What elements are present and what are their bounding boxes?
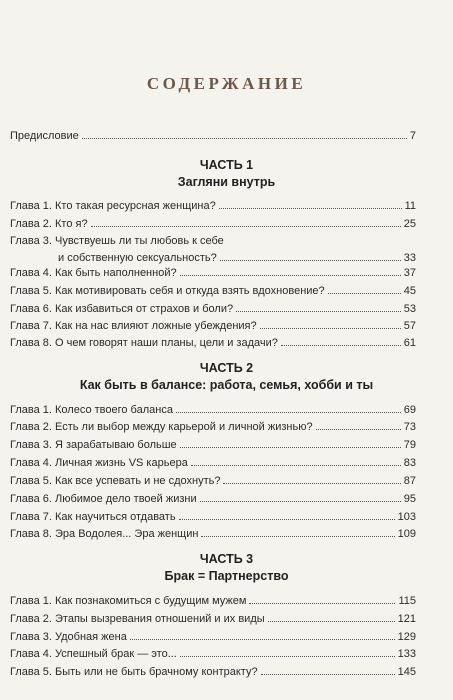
part-2-title: ЧАСТЬ 2 — [199, 361, 254, 375]
toc-entry — [10, 474, 416, 487]
toc-entry — [10, 199, 416, 212]
leader-dots — [176, 403, 401, 413]
leader-dots — [227, 235, 413, 244]
leader-dots — [180, 266, 401, 276]
entry-page: 109 — [397, 528, 416, 540]
toc-entry — [10, 612, 416, 625]
entry-page: 57 — [403, 320, 416, 332]
entry-page: 103 — [397, 511, 416, 523]
leader-dots — [249, 594, 395, 604]
entry-page: 45 — [403, 285, 416, 297]
entry-label: Глава 4. Личная жизнь VS карьера — [10, 457, 188, 469]
entry-page: 69 — [403, 404, 416, 416]
toc-entry — [10, 594, 416, 607]
leader-dots — [281, 336, 401, 346]
entry-label: Глава 5. Как все успевать и не сдохнуть? — [10, 475, 221, 487]
leader-dots — [236, 302, 401, 312]
toc-entry — [10, 302, 416, 315]
toc-entry — [10, 266, 416, 279]
toc-entry — [10, 492, 416, 505]
entry-page: 145 — [397, 666, 416, 678]
entry-label: Глава 6. Как избавиться от страхов и боли? — [10, 303, 234, 315]
leader-dots — [219, 199, 402, 209]
toc-entry — [10, 527, 416, 540]
entry-label: Глава 7. Как на нас влияют ложные убеждения? — [10, 320, 257, 332]
entry-label: Глава 7. Как научиться отдавать — [10, 511, 176, 523]
leader-dots — [201, 527, 394, 537]
leader-dots — [180, 438, 401, 448]
entry-label: Предисловие — [10, 130, 79, 142]
toc-title: СОДЕРЖАНИЕ — [146, 74, 307, 93]
entry-label: Глава 2. Кто я? — [10, 218, 88, 230]
toc-entry — [10, 403, 416, 416]
toc-entry — [10, 235, 416, 248]
leader-dots — [200, 492, 401, 502]
entry-page: 33 — [403, 252, 416, 264]
leader-dots — [91, 217, 401, 227]
leader-dots — [179, 510, 395, 520]
toc-entry — [10, 319, 416, 332]
toc-entry — [10, 438, 416, 451]
entry-page: 11 — [404, 200, 416, 212]
leader-dots — [180, 647, 395, 657]
toc-entry — [10, 456, 416, 469]
entry-label: Глава 4. Как быть наполненной? — [10, 267, 177, 279]
leader-dots — [261, 665, 395, 675]
toc-entry — [10, 336, 416, 349]
toc-entry — [10, 647, 416, 660]
part-3-title: ЧАСТЬ 3 — [199, 552, 254, 566]
leader-dots — [220, 251, 401, 261]
entry-label: Глава 2. Есть ли выбор между карьерой и личной жизнью? — [10, 421, 313, 433]
entry-label: Глава 8. О чем говорят наши планы, цели и задачи? — [10, 337, 278, 349]
entry-label: Глава 3. Удобная жена — [10, 631, 127, 643]
entry-label: Глава 1. Как познакомиться с будущим мужем — [10, 595, 247, 607]
leader-dots — [191, 456, 401, 466]
entry-page: 121 — [397, 613, 416, 625]
entry-page: 53 — [403, 303, 416, 315]
entry-label: Глава 3. Чувствуешь ли ты любовь к себе — [10, 235, 224, 247]
entry-page: 79 — [403, 439, 416, 451]
toc-entry — [10, 284, 416, 297]
toc-entry — [10, 420, 416, 433]
entry-label: Глава 8. Эра Водолея... Эра женщин — [10, 528, 199, 540]
entry-page: 133 — [397, 648, 416, 660]
entry-page: 7 — [409, 130, 416, 142]
toc-entry — [10, 630, 416, 643]
leader-dots — [268, 612, 395, 622]
part-3-subtitle: Брак = Партнерство — [164, 569, 289, 583]
entry-label: и собственную сексуальность? — [58, 252, 217, 264]
entry-label: Глава 6. Любимое дело твоей жизни — [10, 493, 197, 505]
entry-label: Глава 1. Колесо твоего баланса — [10, 404, 173, 416]
part-1-title: ЧАСТЬ 1 — [199, 158, 254, 172]
toc-entry-continuation — [58, 251, 416, 264]
entry-page: 95 — [403, 493, 416, 505]
entry-label: Глава 2. Этапы вызревания отношений и их виды — [10, 613, 265, 625]
entry-page: 115 — [398, 595, 416, 607]
entry-page: 25 — [403, 218, 416, 230]
toc-entry — [10, 665, 416, 678]
leader-dots — [328, 284, 401, 294]
toc-entry — [10, 217, 416, 230]
part-1-subtitle: Загляни внутрь — [177, 175, 276, 189]
entry-page: 73 — [403, 421, 416, 433]
leader-dots — [82, 129, 407, 139]
entry-page: 61 — [403, 337, 416, 349]
leader-dots — [316, 420, 401, 430]
entry-label: Глава 1. Кто такая ресурсная женщина? — [10, 200, 216, 212]
entry-page: 129 — [397, 631, 416, 643]
entry-label: Глава 4. Успешный брак — это... — [10, 648, 177, 660]
entry-label: Глава 5. Как мотивировать себя и откуда взять вдохновение? — [10, 285, 325, 297]
entry-page: 87 — [403, 475, 416, 487]
toc-entry — [10, 510, 416, 523]
toc-entry-preface — [10, 129, 416, 142]
entry-label: Глава 3. Я зарабатываю больше — [10, 439, 177, 451]
leader-dots — [260, 319, 401, 329]
leader-dots — [130, 630, 395, 640]
entry-label: Глава 5. Быть или не быть брачному контракту? — [10, 666, 258, 678]
entry-page: 37 — [403, 267, 416, 279]
part-2-subtitle: Как быть в балансе: работа, семья, хобби и ты — [79, 378, 374, 392]
leader-dots — [223, 474, 400, 484]
entry-page: 83 — [403, 457, 416, 469]
